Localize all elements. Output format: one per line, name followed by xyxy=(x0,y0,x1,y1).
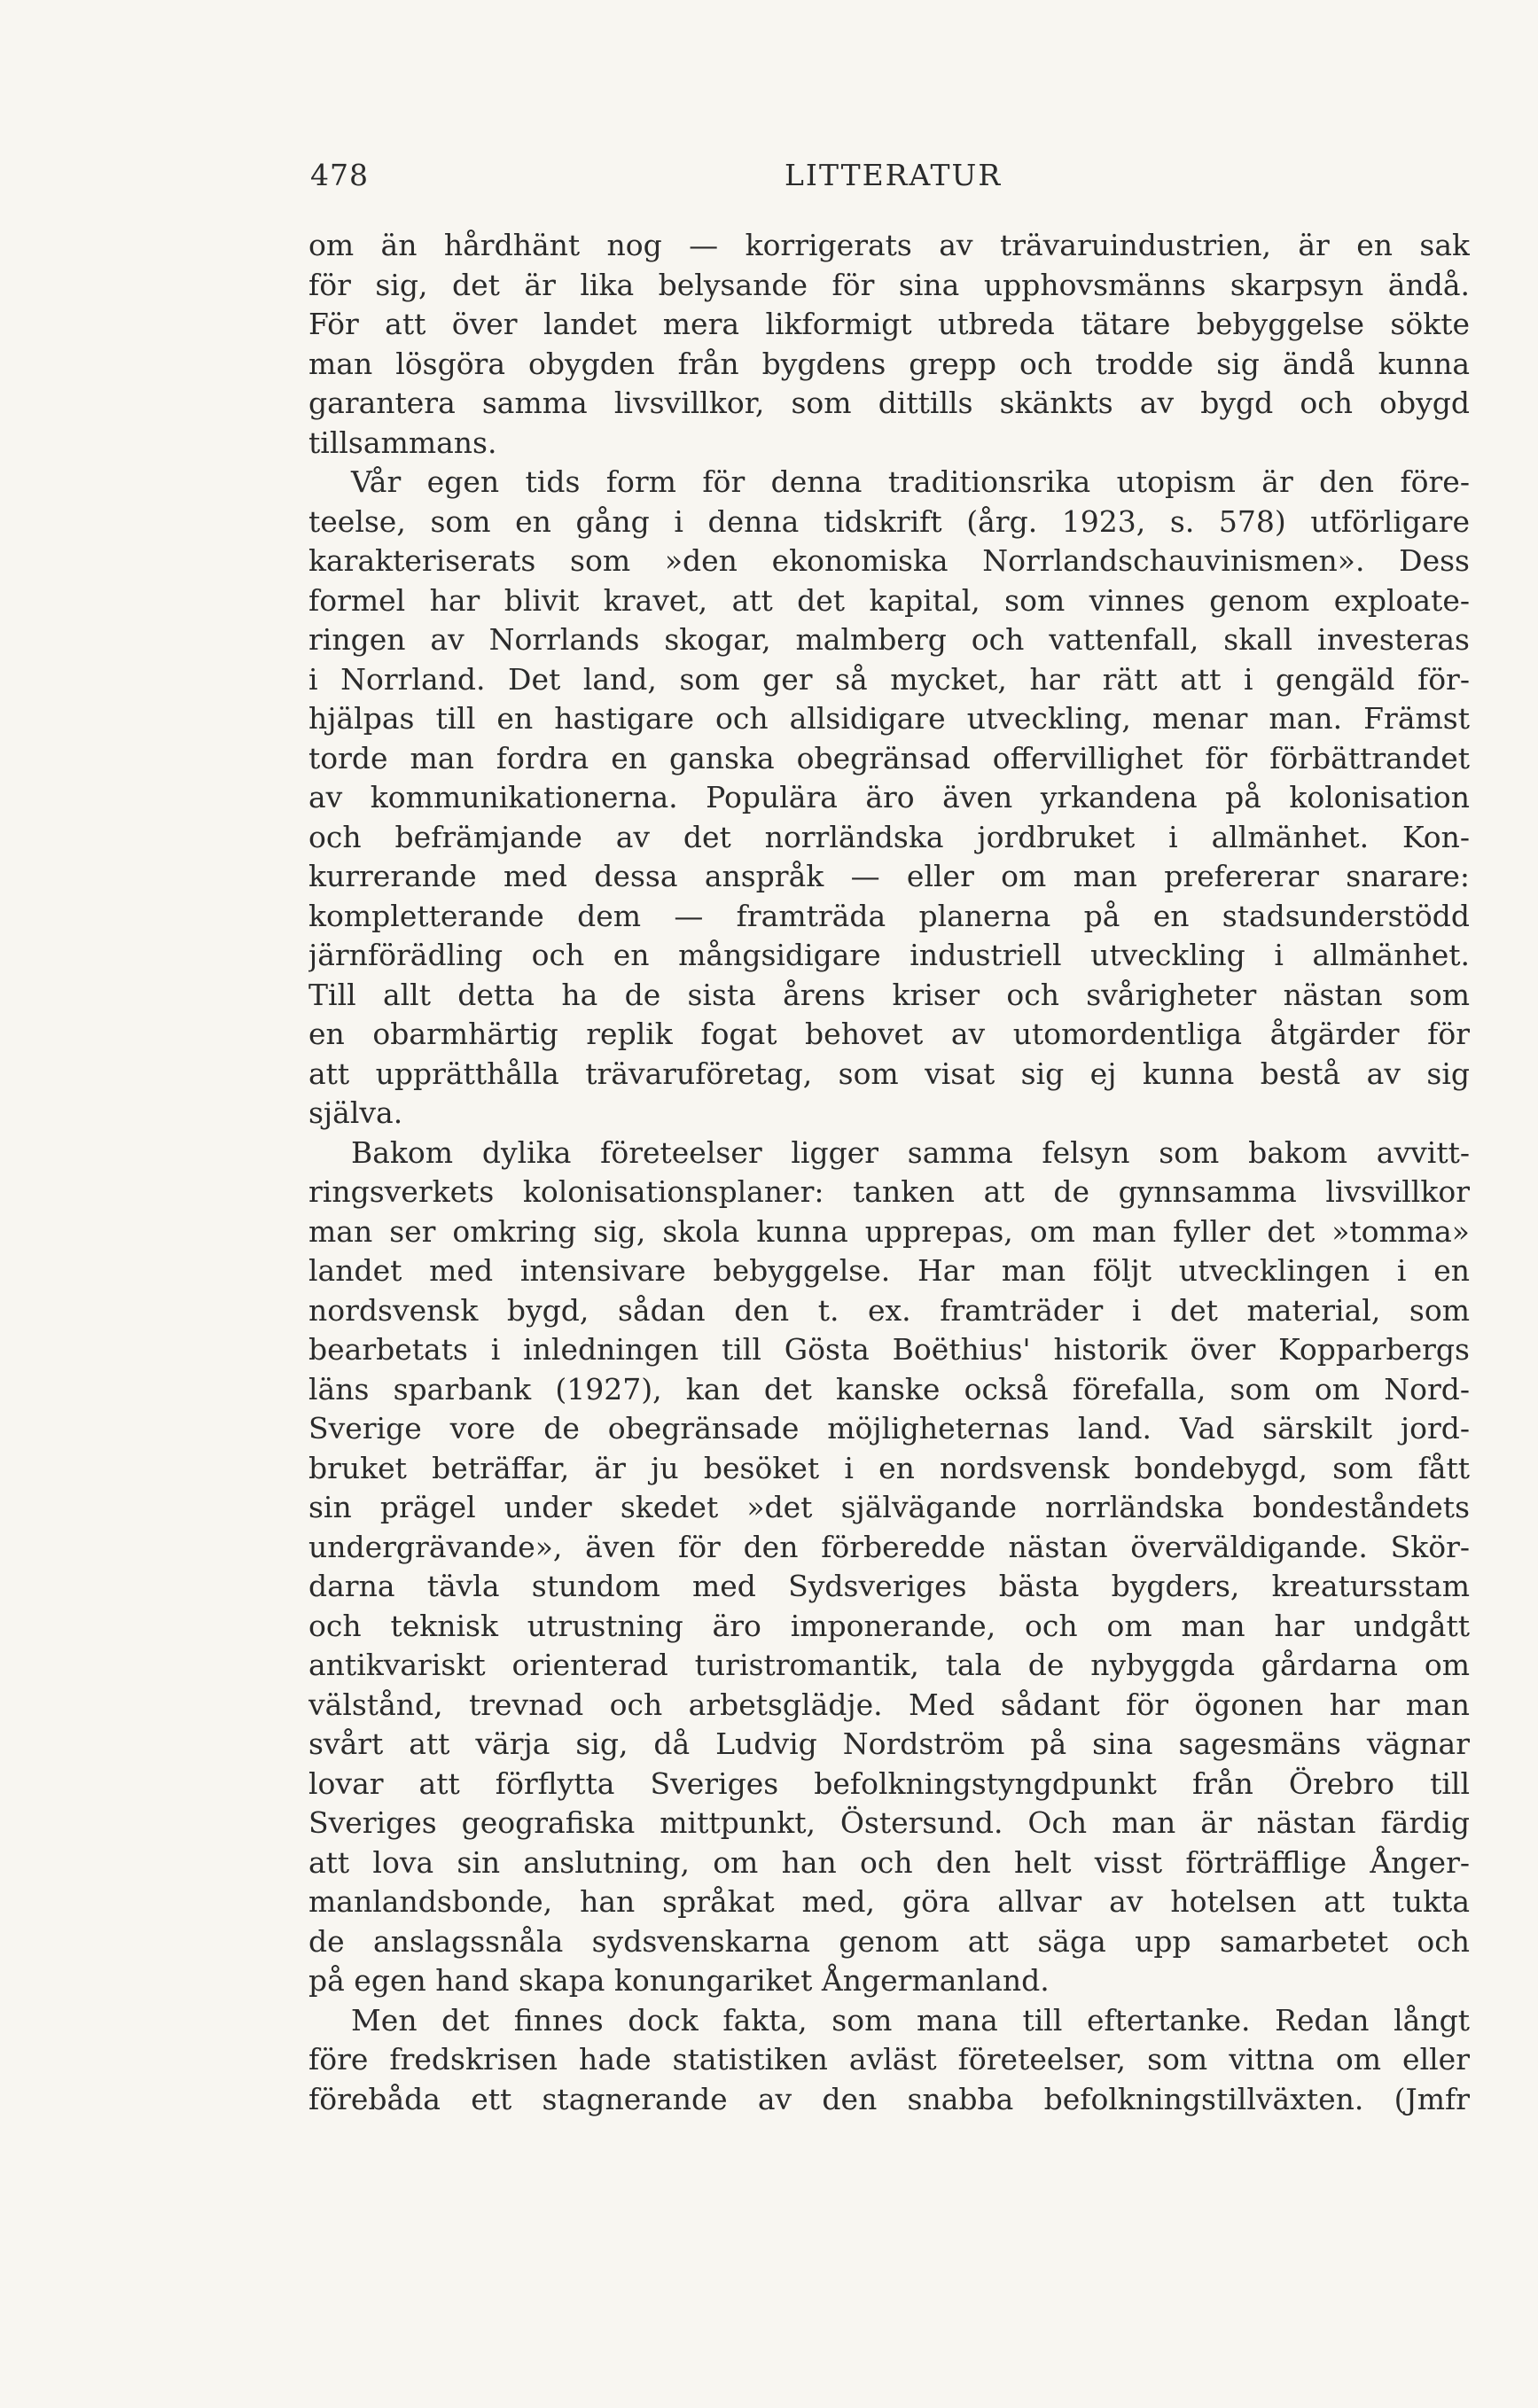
text-line: karakteriserats som »den ekonomiska Norrlandschauvinismen». Dess xyxy=(308,543,1470,578)
page-number: 478 xyxy=(310,158,369,192)
text-line: ringsverkets kolonisationsplaner: tanken att de gynnsamma livsvillkor xyxy=(308,1174,1470,1209)
text-line: svårt att värja sig, då Ludvig Nordström på sina sagesmäns vägnar xyxy=(308,1726,1470,1761)
text-line: förebåda ett stagnerande av den snabba befolkningstillväxten. (Jmfr xyxy=(308,2081,1470,2116)
text-line: ringen av Norrlands skogar, malmberg och vattenfall, skall investeras xyxy=(308,622,1470,657)
text-line: Sveriges geografiska mittpunkt, Östersund. Och man är nästan färdig xyxy=(308,1805,1470,1840)
text-line: och teknisk utrustning äro imponerande, och om man har undgått xyxy=(308,1608,1470,1643)
text-line: Till allt detta ha de sista årens kriser och svårigheter nästan som xyxy=(308,977,1470,1012)
text-line: att lova sin anslutning, om han och den helt visst förträfflige Ånger- xyxy=(308,1844,1470,1880)
text-line: darna tävla stundom med Sydsveriges bästa bygders, kreatursstam xyxy=(308,1569,1470,1603)
text-line: kompletterande dem — framträda planerna på en stadsunderstödd xyxy=(308,898,1470,933)
text-line: av kommunikationerna. Populära äro även yrkandena på kolonisation xyxy=(308,780,1470,814)
text-line: Bakom dylika företeelser ligger samma felsyn som bakom avvitt- xyxy=(351,1134,1470,1170)
running-title: LITTERATUR xyxy=(785,158,1003,192)
text-line: bruket beträffar, är ju besöket i en nordsvensk bondebygd, som fått xyxy=(308,1450,1470,1485)
body-text xyxy=(308,226,1470,2119)
text-line: för sig, det är lika belysande för sina upphovsmänns skarpsyn ändå. xyxy=(308,267,1470,302)
text-line: undergrävande», även för den förberedde nästan överväldigande. Skör- xyxy=(308,1529,1470,1564)
text-line: järnförädling och en mångsidigare industriell utveckling i allmänhet. xyxy=(308,938,1470,972)
text-line: garantera samma livsvillkor, som dittills skänkts av bygd och obygd xyxy=(308,386,1470,420)
text-line: läns sparbank (1927), kan det kanske också förefalla, som om Nord- xyxy=(308,1371,1470,1407)
text-line: formel har blivit kravet, att det kapital, som vinnes genom exploate- xyxy=(308,582,1470,618)
text-line: teelse, som en gång i denna tidskrift (årg. 1923, s. 578) utförligare xyxy=(308,503,1470,539)
text-line: man lösgöra obygden från bygdens grepp och trodde sig ändå kunna xyxy=(308,346,1470,381)
text-line: För att över landet mera likformigt utbreda tätare bebyggelse sökte xyxy=(308,307,1470,341)
text-line: bearbetats i inledningen till Gösta Boëthius' historik över Kopparbergs xyxy=(308,1332,1470,1367)
text-line: torde man fordra en ganska obegränsad offervillighet för förbättrandet xyxy=(308,740,1470,775)
text-line: i Norrland. Det land, som ger så mycket, har rätt att i gengäld för- xyxy=(308,661,1470,697)
text-line: landet med intensivare bebyggelse. Har man följt utvecklingen i en xyxy=(308,1253,1470,1288)
text-line: på egen hand skapa konungariket Ångermanland. xyxy=(308,1963,1050,1998)
text-line: om än hårdhänt nog — korrigerats av trävaruindustrien, är en sak xyxy=(308,228,1470,262)
text-line: välstånd, trevnad och arbetsglädje. Med sådant för ögonen har man xyxy=(308,1687,1470,1722)
text-line: och befrämjande av det norrländska jordbruket i allmänhet. Kon- xyxy=(308,819,1470,854)
text-line: att upprätthålla trävaruföretag, som visat sig ej kunna bestå av sig xyxy=(308,1056,1470,1091)
text-line: lovar att förflytta Sveriges befolkningstyngdpunkt från Örebro till xyxy=(308,1765,1470,1801)
text-line: Vår egen tids form för denna traditionsrika utopism är den före- xyxy=(351,464,1470,499)
text-line: hjälpas till en hastigare och allsidigare utveckling, menar man. Främst xyxy=(308,701,1470,736)
text-line: manlandsbonde, han språkat med, göra allvar av hotelsen att tukta xyxy=(308,1884,1470,1919)
text-line: före fredskrisen hade statistiken avläst företeelser, som vittna om eller xyxy=(308,2042,1470,2077)
text-line: Men det finnes dock fakta, som mana till eftertanke. Redan långt xyxy=(351,2002,1470,2038)
text-line: Sverige vore de obegränsade möjligheternas land. Vad särskilt jord- xyxy=(308,1411,1470,1446)
text-line: de anslagssnåla sydsvenskarna genom att säga upp samarbetet och xyxy=(308,1923,1470,1959)
text-line: kurrerande med dessa anspråk — eller om man prefererar snarare: xyxy=(308,859,1470,893)
text-line: sin prägel under skedet »det självägande norrländska bondeståndets xyxy=(308,1490,1470,1524)
text-line: nordsvensk bygd, sådan den t. ex. framträder i det material, som xyxy=(308,1292,1470,1328)
page-header xyxy=(310,158,1463,202)
text-line: en obarmhärtig replik fogat behovet av utomordentliga åtgärder för xyxy=(308,1017,1470,1051)
text-line: man ser omkring sig, skola kunna upprepas, om man fyller det »tomma» xyxy=(308,1213,1470,1249)
text-line: själva. xyxy=(308,1095,403,1130)
text-line: antikvariskt orienterad turistromantik, tala de nybyggda gårdarna om xyxy=(308,1648,1470,1682)
text-line: tillsammans. xyxy=(308,425,497,460)
